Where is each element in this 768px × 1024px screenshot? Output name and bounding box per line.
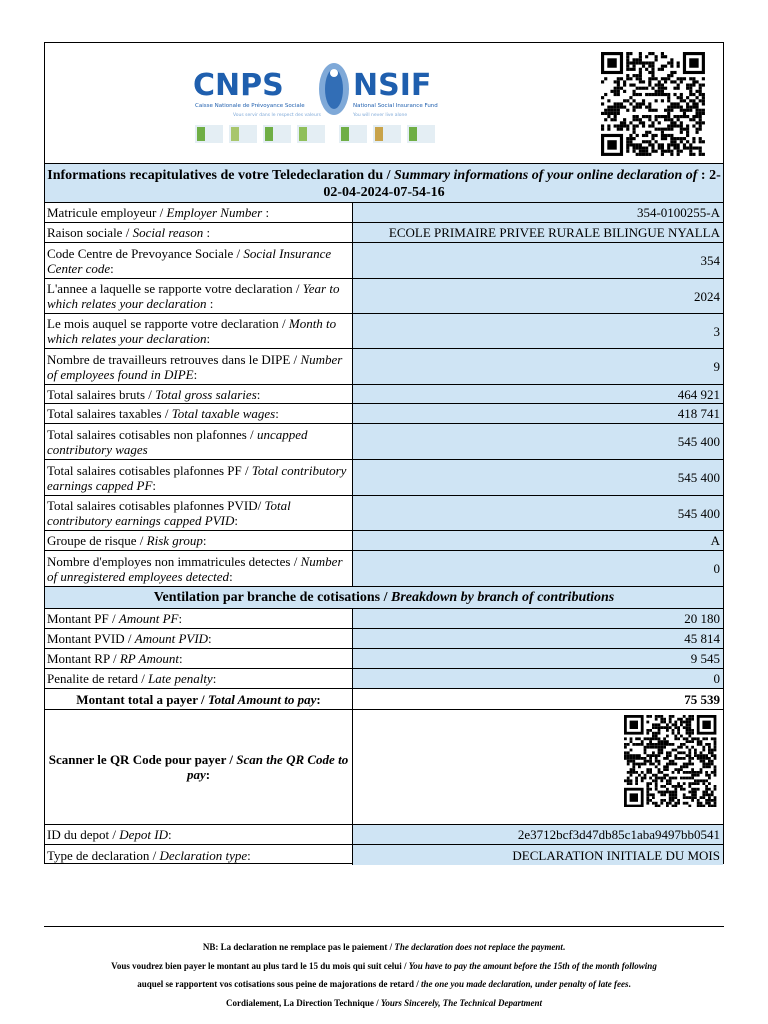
title-en: Summary informations of your online declaration of (394, 168, 698, 183)
row-value: 20 180 (353, 609, 723, 628)
logo-cnps-text: CNPS (193, 68, 284, 103)
row-label: Montant PVID / Amount PVID: (45, 629, 353, 648)
row-total-amount (45, 689, 723, 710)
row-label: Total salaires taxables / Total taxable wages: (45, 404, 353, 423)
row-depot-id (45, 825, 723, 845)
row-value: 545 400 (353, 496, 723, 530)
row-month (45, 314, 723, 349)
row-value: 3 (353, 314, 723, 348)
row-value: 0 (353, 669, 723, 688)
row-value: A (353, 531, 723, 550)
header (45, 43, 723, 163)
payment-qr-code (624, 715, 720, 807)
row-late-penalty (45, 669, 723, 689)
logo-fr-name: Caisse Nationale de Prévoyance Sociale (195, 103, 305, 109)
row-unregistered (45, 551, 723, 587)
cnps-nsif-logo (193, 61, 455, 153)
row-label: L'annee a laquelle se rapporte votre declaration / Year to which relates your declaration : (45, 279, 353, 313)
footer-line-2: Vous voudrez bien payer le montant au plus tard le 15 du mois qui suit celui / You have to pay the amount before the 15th of the month following (111, 960, 657, 971)
pay-qr-cell (353, 710, 723, 824)
row-value: DECLARATION INITIALE DU MOIS (353, 845, 723, 865)
row-value: 2e3712bcf3d47db85c1aba9497bb0541 (353, 825, 723, 844)
summary-title: Informations recapitulatives de votre Teledeclaration du / Summary informations of your online declaration of : 2-02-04-2024-07-54-16 (45, 163, 723, 203)
row-value: 418 741 (353, 404, 723, 423)
row-label: Groupe de risque / Risk group: (45, 531, 353, 550)
footer-line-1: NB: La declaration ne remplace pas le paiement / The declaration does not replace the payment. (202, 942, 566, 952)
breakdown-section-title: Ventilation par branche de cotisations / Breakdown by branch of contributions (45, 587, 723, 609)
row-value: 354-0100255-A (353, 203, 723, 222)
row-value: 2024 (353, 279, 723, 313)
row-label: Nombre d'employes non immatricules detectes / Number of unregistered employees detected: (45, 551, 353, 586)
row-value: 545 400 (353, 460, 723, 495)
row-social-reason (45, 223, 723, 243)
row-label: Total salaires cotisables plafonnes PVID/ Total contributory earnings capped PVID: (45, 496, 353, 530)
logo-en-slogan: You will never live alone (353, 113, 408, 118)
row-label: Scanner le QR Code pour payer / Scan the QR Code to pay: (45, 710, 353, 824)
row-capped-pf (45, 460, 723, 496)
row-employees-count (45, 349, 723, 385)
row-value: 9 (353, 349, 723, 384)
row-taxable-wages (45, 404, 723, 424)
row-label: Raison sociale / Social reason : (45, 223, 353, 242)
row-label: ID du depot / Depot ID: (45, 825, 353, 844)
row-label: Code Centre de Prevoyance Sociale / Social Insurance Center code: (45, 243, 353, 278)
title-fr: Informations recapitulatives de votre Teledeclaration du / (47, 168, 395, 183)
summary-table (45, 203, 723, 865)
footer-notes (0, 938, 768, 1012)
row-value: 9 545 (353, 649, 723, 668)
declaration-qr-code (601, 52, 713, 156)
row-label: Montant RP / RP Amount: (45, 649, 353, 668)
row-value: 545 400 (353, 424, 723, 459)
row-label: Matricule employeur / Employer Number : (45, 203, 353, 222)
row-declaration-type (45, 845, 723, 865)
row-uncapped-wages (45, 424, 723, 460)
footer-divider (44, 926, 724, 927)
row-label: Penalite de retard / Late penalty: (45, 669, 353, 688)
row-label: Total salaires cotisables plafonnes PF / Total contributory earnings capped PF: (45, 460, 353, 495)
row-label: Type de declaration / Declaration type: (45, 845, 353, 865)
footer-line-4: Cordialement, La Direction Technique / Yours Sincerely, The Technical Department (226, 997, 542, 1008)
row-label: Total salaires cotisables non plafonnes / uncapped contributory wages (45, 424, 353, 459)
row-label: Le mois auquel se rapporte votre declaration / Month to which relates your declaration: (45, 314, 353, 348)
row-amount-rp (45, 649, 723, 669)
row-value: 45 814 (353, 629, 723, 648)
row-gross-salaries (45, 385, 723, 404)
row-pay-qr (45, 710, 723, 825)
row-year (45, 279, 723, 314)
row-employer-number (45, 203, 723, 223)
row-amount-pvid (45, 629, 723, 649)
declaration-datetime: 2-02-04-2024-07-54-16 (323, 168, 721, 200)
row-value: 0 (353, 551, 723, 586)
row-label: Nombre de travailleurs retrouves dans le DIPE / Number of employees found in DIPE: (45, 349, 353, 384)
row-center-code (45, 243, 723, 279)
row-amount-pf (45, 609, 723, 629)
logo-en-name: National Social Insurance Fund (353, 103, 438, 109)
row-value: 354 (353, 243, 723, 278)
certification-badges (195, 125, 435, 143)
logo-nsif-text: NSIF (353, 68, 432, 103)
row-capped-pvid (45, 496, 723, 531)
footer-line-3: auquel se rapportent vos cotisations sous peine de majorations de retard / the one you made declaration, under penalty of late fees. (137, 979, 631, 989)
row-label: Total salaires bruts / Total gross salaries: (45, 385, 353, 403)
total-amount-value: 75 539 (353, 689, 723, 709)
row-label: Montant PF / Amount PF: (45, 609, 353, 628)
row-value: ECOLE PRIMAIRE PRIVEE RURALE BILINGUE NYALLA (353, 223, 723, 242)
declaration-frame (44, 42, 724, 864)
row-value: 464 921 (353, 385, 723, 403)
logo-fr-slogan: Vous servir dans le respect des valeurs (233, 113, 322, 118)
row-risk-group (45, 531, 723, 551)
row-label: Montant total a payer / Total Amount to pay: (45, 689, 353, 709)
